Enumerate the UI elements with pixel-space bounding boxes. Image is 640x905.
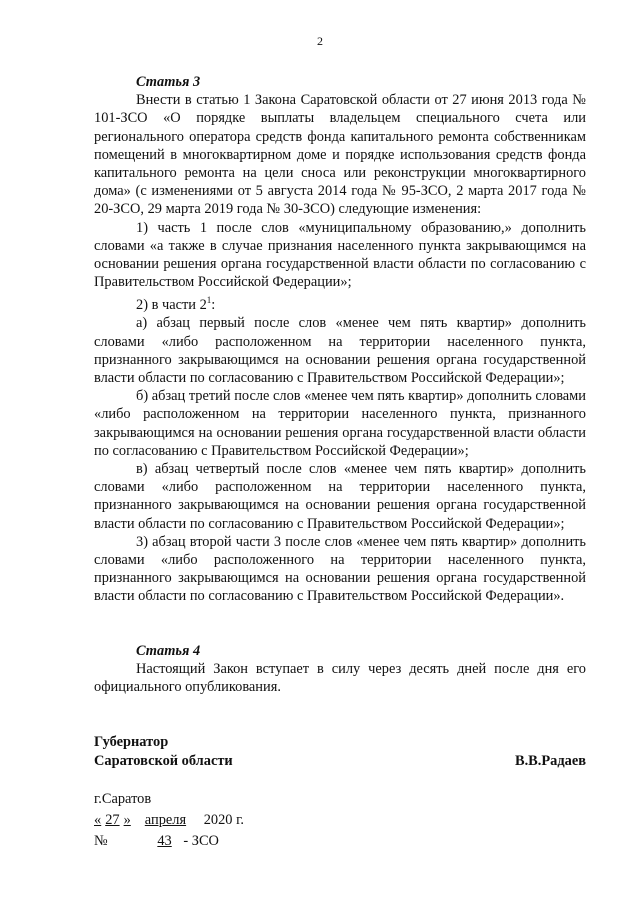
- article-3-item-2c: в) абзац четвертый после слов «менее чем пять квартир» дополнить словами «либо расположенном на территории населенного пункта, признанного закрывающимся на основании решения органа государственной власти области по согласованию с Правительством Российской Федерации»;: [94, 461, 586, 532]
- number-suffix: - ЗСО: [183, 833, 219, 849]
- date-year: 2020 г.: [203, 812, 244, 828]
- date-day: 27: [105, 812, 120, 828]
- date-month: апреля: [144, 812, 187, 828]
- signatory-title-line-1: Губернатор: [94, 734, 169, 750]
- article-3-item-2: [94, 291, 586, 314]
- adoption-date: [94, 810, 244, 831]
- item-2-superscript: 1: [206, 295, 212, 306]
- signatory-name: В.В.Радаев: [514, 753, 586, 769]
- document-body: [94, 73, 586, 696]
- signatory-title-line-2: Саратовской области: [94, 752, 233, 769]
- article-3-item-1: 1) часть 1 после слов «муниципальному образованию,» дополнить словами «а также в случае признания населенного пункта закрывающимся на основании решения органа государственной власти области по согласованию с Правительством Российской Федерации»;: [94, 219, 586, 291]
- law-number: [94, 831, 244, 852]
- article-4-text: Настоящий Закон вступает в силу через десять дней после дня его официального опубликования.: [94, 660, 586, 696]
- signature-block: [94, 733, 586, 770]
- article-3-intro: Внести в статью 1 Закона Саратовской области от 27 июня 2013 года № 101-ЗСО «О порядке выплаты владельцем специального счета или регионального оператора средств фонда капитального ремонта собственникам помещений в многоквартирном доме и порядке использования средств фонда капитального ремонта на цели сноса или реконструкции многоквартирного дома» (с изменениями от 5 августа 2014 года № 95-ЗСО, 2 марта 2017 года № 20-ЗСО, 29 марта 2019 года № 30-ЗСО) следующие изменения:: [94, 92, 586, 218]
- date-open-quote: «: [94, 812, 102, 828]
- number-label: №: [94, 833, 108, 849]
- number-value: 43: [157, 833, 172, 849]
- article-3-item-2a: а) абзац первый после слов «менее чем пять квартир» дополнить словами «либо расположенном на территории населенного пункта, признанного закрывающимся на основании решения органа государственной власти области по согласованию с Правительством Российской Федерации»;: [94, 315, 586, 387]
- article-3-item-3: 3) абзац второй части 3 после слов «менее чем пять квартир» дополнить словами «либо расположенного на территории населенного пункта, признанного закрывающимся на основании решения органа государственной власти области по согласованию с Правительством Российской Федерации».: [94, 533, 586, 605]
- place-and-date: [94, 789, 244, 852]
- date-close-quote: »: [123, 812, 131, 828]
- item-2-prefix: 2) в части 2: [136, 297, 207, 314]
- article-3-heading: Статья 3: [136, 74, 201, 90]
- article-4-heading: Статья 4: [136, 642, 201, 659]
- article-3-item-2b: б) абзац третий после слов «менее чем пять квартир» дополнить словами «либо расположенном на территории населенного пункта, признанного закрывающимся на основании решения органа государственной власти области по согласованию с Правительством Российской Федерации»;: [94, 388, 586, 459]
- item-2-suffix: :: [211, 297, 216, 314]
- city: г.Саратов: [94, 791, 152, 807]
- page-number: 2: [317, 34, 323, 48]
